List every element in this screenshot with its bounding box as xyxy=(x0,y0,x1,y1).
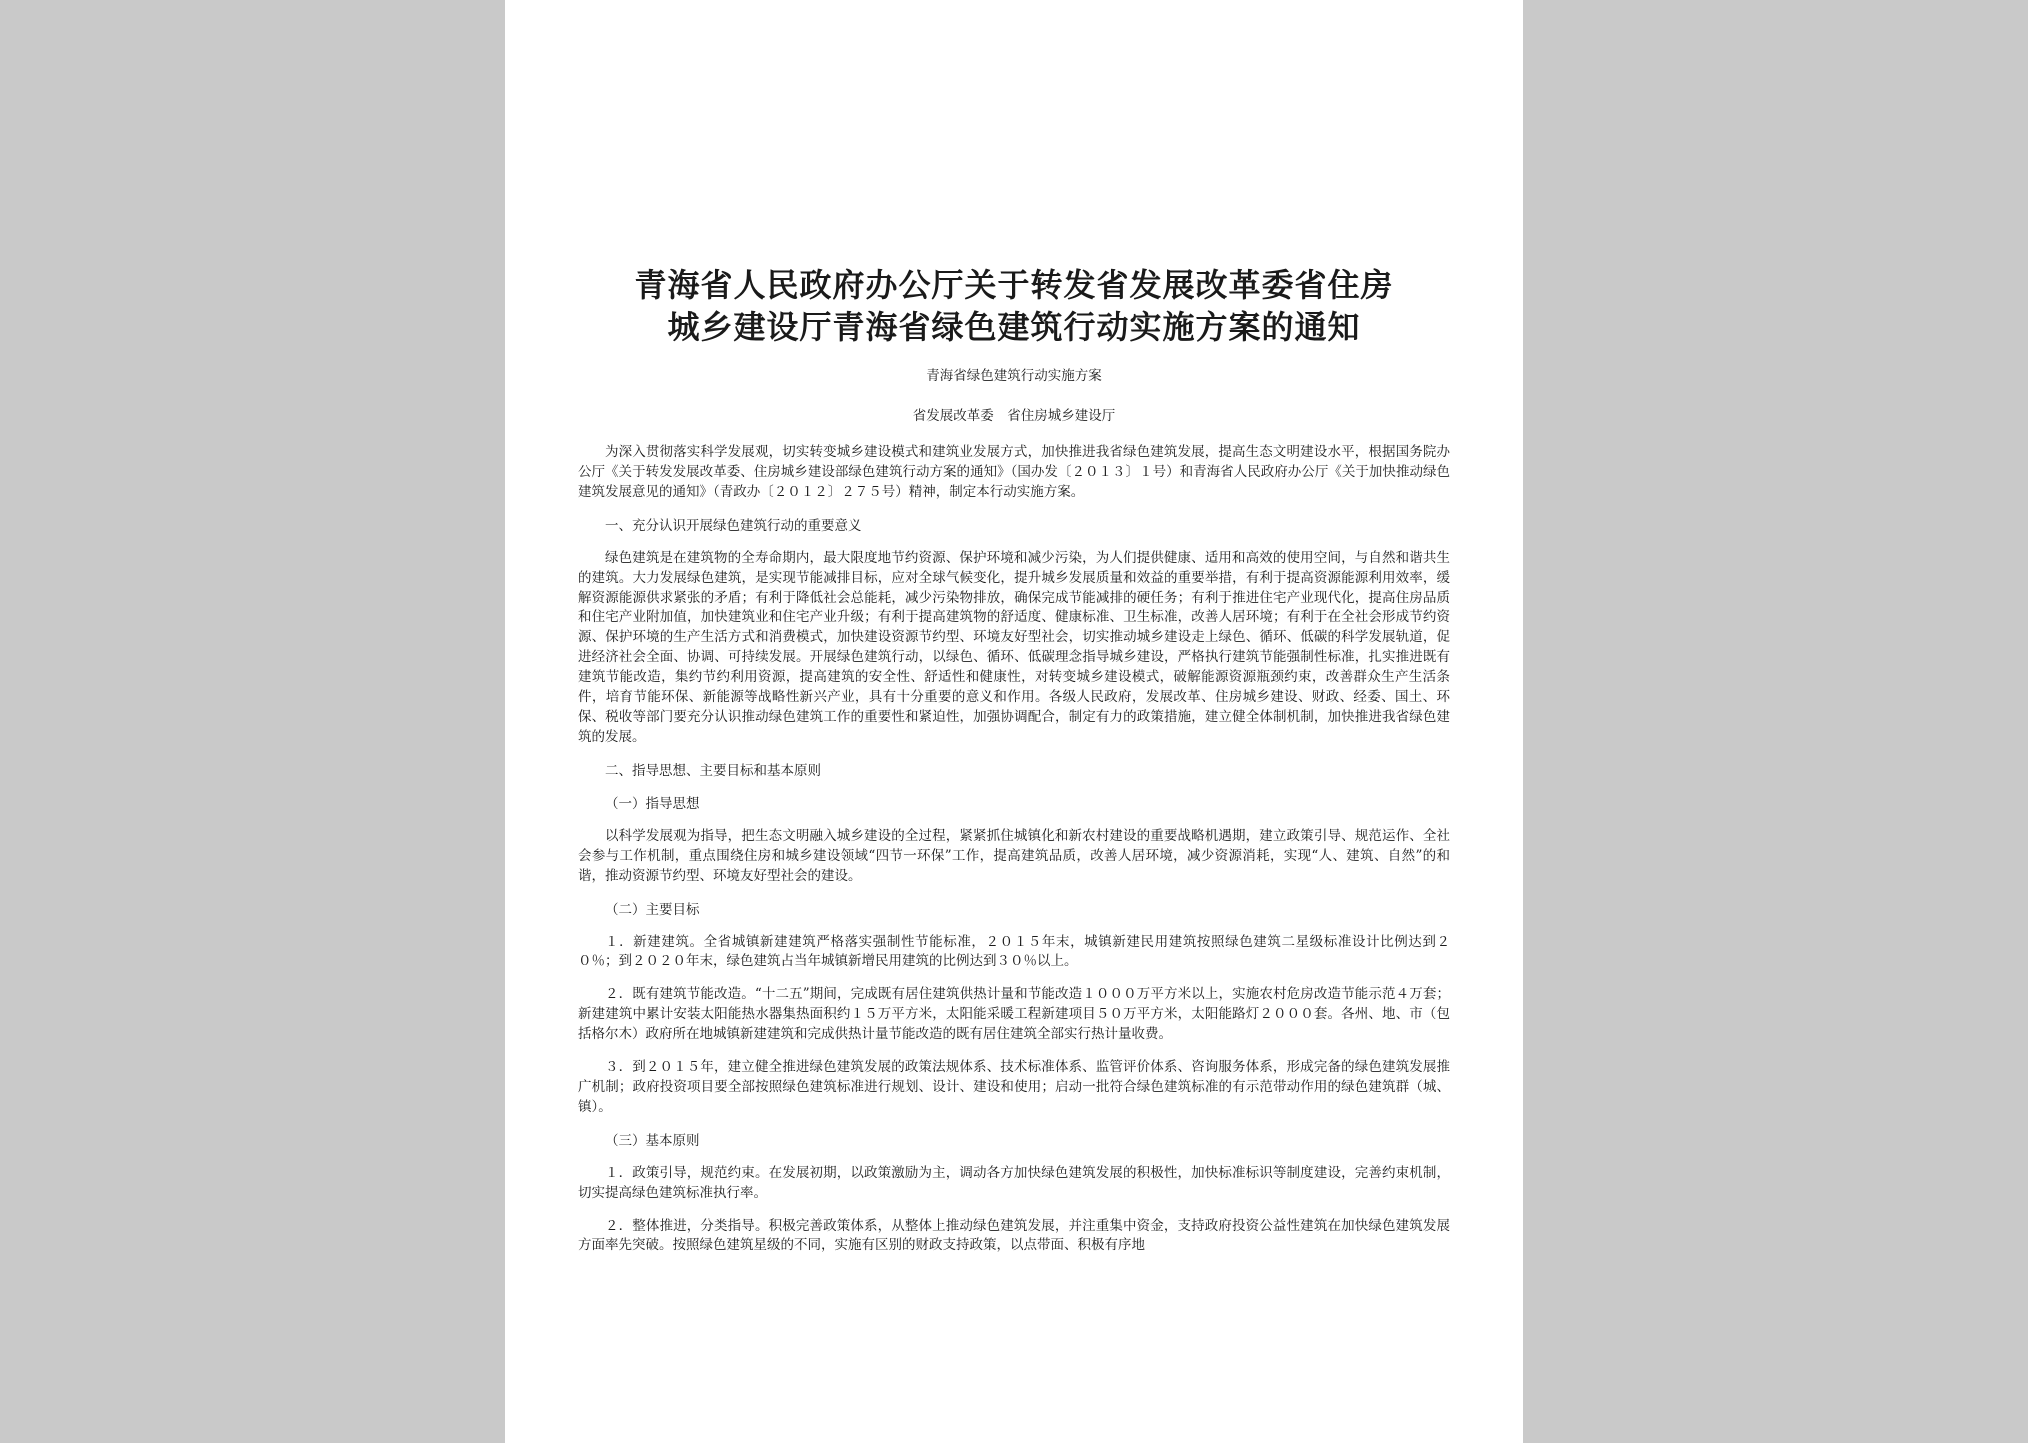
section-1-heading: 一、充分认识开展绿色建筑行动的重要意义 xyxy=(605,517,862,534)
document-content xyxy=(578,264,1450,1269)
document-title xyxy=(578,264,1450,348)
subsection-1-paragraph: 以科学发展观为指导，把生态文明融入城乡建设的全过程，紧紧抓住城镇化和新农村建设的重要战略机遇期，建立政策引导、规范运作、全社会参与工作机制，重点围绕住房和城乡建设领域“四节一环保”工作，提高建筑品质，改善人居环境，减少资源消耗，实现“人、建筑、自然”的和谐，推动资源节约型、环境友好型社会的建设。 xyxy=(578,827,1450,884)
intro-paragraph: 为深入贯彻落实科学发展观，切实转变城乡建设模式和建筑业发展方式，加快推进我省绿色建筑发展，提高生态文明建设水平，根据国务院办公厅《关于转发发展改革委、住房城乡建设部绿色建筑行动方案的通知》（国办发〔２０１３〕１号）和青海省人民政府办公厅《关于加快推动绿色建筑发展意见的通知》（青政办〔２０１２〕２７５号）精神，制定本行动实施方案。 xyxy=(578,444,1450,500)
principle-1-paragraph: １．政策引导，规范约束。在发展初期，以政策激励为主，调动各方加快绿色建筑发展的积极性，加快标准标识等制度建设，完善约束机制，切实提高绿色建筑标准执行率。 xyxy=(578,1164,1450,1201)
subsection-3-heading: （三）基本原则 xyxy=(605,1132,700,1149)
goal-2-paragraph: ２．既有建筑节能改造。“十二五”期间，完成既有居住建筑供热计量和节能改造１０００万平方米以上，实施农村危房改造节能示范４万套；新建建筑中累计安装太阳能热水器集热面积约１５万平方米，太阳能采暖工程新建项目５０万平方米，太阳能路灯２０００套。各州、地、市（包括格尔木）政府所在地城镇新建建筑和完成供热计量节能改造的既有居住建筑全部实行热计量收费。 xyxy=(578,986,1450,1043)
document-page xyxy=(505,0,1523,1443)
principle-2-paragraph: ２．整体推进，分类指导。积极完善政策体系，从整体上推动绿色建筑发展，并注重集中资金，支持政府投资公益性建筑在加快绿色建筑发展方面率先突破。按照绿色建筑星级的不同，实施有区别的财政支持政策，以点带面、积极有序地 xyxy=(578,1217,1450,1254)
section-2-heading: 二、指导思想、主要目标和基本原则 xyxy=(605,762,821,779)
goal-3-paragraph: ３．到２０１５年，建立健全推进绿色建筑发展的政策法规体系、技术标准体系、监管评价体系、咨询服务体系，形成完备的绿色建筑发展推广机制；政府投资项目要全部按照绿色建筑标准进行规划、设计、建设和使用；启动一批符合绿色建筑标准的有示范带动作用的绿色建筑群（城、镇）。 xyxy=(578,1059,1450,1115)
subsection-1-heading: （一）指导思想 xyxy=(605,795,700,812)
title-line-1: 青海省人民政府办公厅关于转发省发展改革委省住房 xyxy=(634,266,1394,304)
title-line-2: 城乡建设厅青海省绿色建筑行动实施方案的通知 xyxy=(667,308,1361,346)
document-issuer: 省发展改革委 省住房城乡建设厅 xyxy=(912,408,1116,424)
goal-1-paragraph: １．新建建筑。全省城镇新建建筑严格落实强制性节能标准，２０１５年末，城镇新建民用建筑按照绿色建筑二星级标准设计比例达到２０％；到２０２０年末，绿色建筑占当年城镇新增民用建筑的比例达到３０％以上。 xyxy=(578,933,1450,970)
subsection-2-heading: （二）主要目标 xyxy=(605,901,700,918)
section-1-paragraph: 绿色建筑是在建筑物的全寿命期内，最大限度地节约资源、保护环境和减少污染，为人们提供健康、适用和高效的使用空间，与自然和谐共生的建筑。大力发展绿色建筑，是实现节能减排目标，应对全球气候变化，提升城乡发展质量和效益的重要举措，有利于提高资源能源利用效率，缓解资源能源供求紧张的矛盾；有利于降低社会总能耗，减少污染物排放，确保完成节能减排的硬任务；有利于推进住宅产业现代化，提高住房品质和住宅产业附加值，加快建筑业和住宅产业升级；有利于提高建筑物的舒适度、健康标准、卫生标准，改善人居环境；有利于在全社会形成节约资源、保护环境的生产生活方式和消费模式，加快建设资源节约型、环境友好型社会，切实推动城乡建设走上绿色、循环、低碳的科学发展轨道，促进经济社会全面、协调、可持续发展。开展绿色建筑行动，以绿色、循环、低碳理念指导城乡建设，严格执行建筑节能强制性标准，扎实推进既有建筑节能改造，集约节约利用资源，提高建筑的安全性、舒适性和健康性，对转变城乡建设模式，破解能源资源瓶颈约束，改善群众生产生活条件，培育节能环保、新能源等战略性新兴产业，具有十分重要的意义和作用。各级人民政府，发展改革、住房城乡建设、财政、经委、国土、环保、税收等部门要充分认识推动绿色建筑工作的重要性和紧迫性，加强协调配合，制定有力的政策措施，建立健全体制机制，加快推进我省绿色建筑的发展。 xyxy=(578,549,1450,745)
document-subtitle: 青海省绿色建筑行动实施方案 xyxy=(926,368,1102,384)
